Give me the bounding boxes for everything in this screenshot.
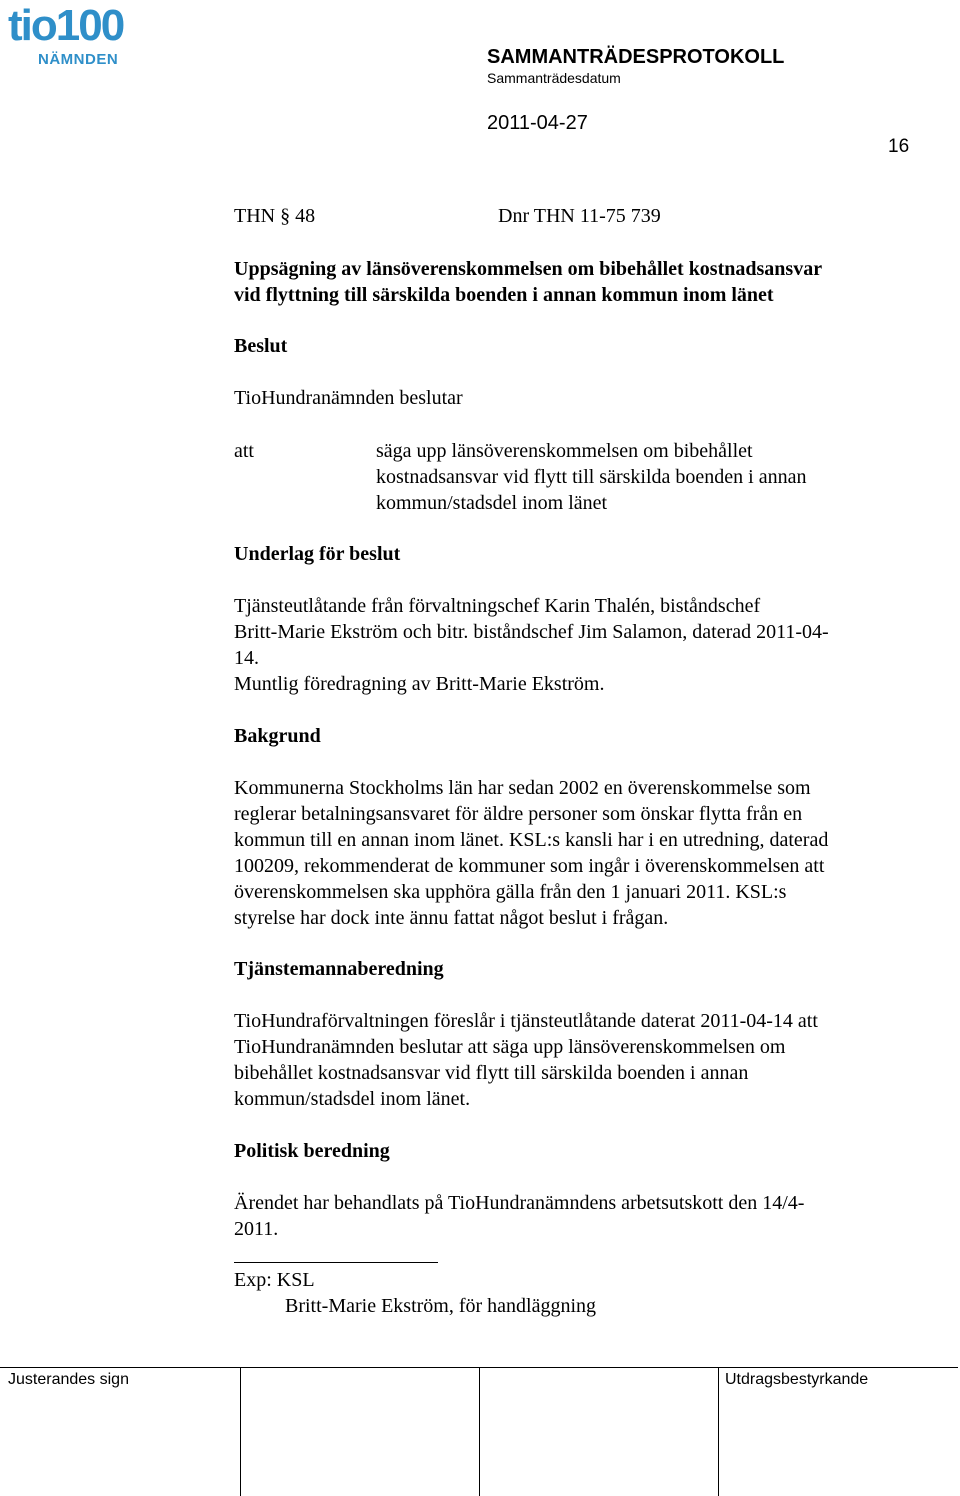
heading-line: Uppsägning av länsöverenskommelsen om bibehållet kostnadsansvar <box>234 258 823 280</box>
logo-subtitle: NÄMNDEN <box>38 51 119 68</box>
politisk-text <box>234 1190 924 1242</box>
tjansteman-heading: Tjänstemannaberedning <box>234 958 444 980</box>
signature-table <box>0 1367 958 1496</box>
bakgrund-text <box>234 775 924 931</box>
bakgrund-line: reglerar betalningsansvaret för äldre personer som önskar flytta från en <box>234 803 803 825</box>
logo-wordmark: tio100 <box>8 1 124 50</box>
bakgrund-heading: Bakgrund <box>234 725 321 747</box>
exp-recipient: Britt-Marie Ekström, för handläggning <box>285 1295 597 1317</box>
decision-text <box>376 438 916 516</box>
underlag-line: Britt-Marie Ekström och bitr. biståndschef Jim Salamon, daterad 2011-04- <box>234 621 829 643</box>
decision-heading: Beslut <box>234 335 288 357</box>
underlag-heading: Underlag för beslut <box>234 543 401 565</box>
tjansteman-text <box>234 1008 924 1112</box>
document-title: SAMMANTRÄDESPROTOKOLL <box>487 46 785 68</box>
paragraph-number: THN § 48 <box>234 205 316 227</box>
signature-cell-divider <box>479 1368 480 1496</box>
underlag-text <box>234 593 924 697</box>
politisk-line: 2011. <box>234 1218 279 1240</box>
meeting-date-label: Sammanträdesdatum <box>487 70 621 86</box>
underlag-line: Tjänsteutlåtande från förvaltningschef Karin Thalén, biståndschef <box>234 595 761 617</box>
bakgrund-line: Kommunerna Stockholms län har sedan 2002 en överenskommelse som <box>234 777 811 799</box>
underlag-line: 14. <box>234 647 259 669</box>
signature-cell-divider <box>718 1368 719 1496</box>
tjansteman-line: TioHundraförvaltningen föreslår i tjänsteutlåtande daterat 2011-04-14 att <box>234 1010 818 1032</box>
politisk-heading: Politisk beredning <box>234 1140 390 1162</box>
tjansteman-line: bibehållet kostnadsansvar vid flytt till särskilda boenden i annan <box>234 1062 749 1084</box>
case-heading <box>234 256 924 308</box>
signature-cell-divider <box>240 1368 241 1496</box>
bakgrund-line: 100209, rekommenderat de kommuner som ingår i överenskommelsen att <box>234 855 825 877</box>
bakgrund-line: kommun till en annan inom länet. KSL:s kansli har i en utredning, daterad <box>234 829 829 851</box>
page-number: 16 <box>888 136 910 157</box>
exp-label: Exp: KSL <box>234 1269 315 1291</box>
underlag-line: Muntlig föredragning av Britt-Marie Ekström. <box>234 673 605 695</box>
diary-number: Dnr THN 11-75 739 <box>498 205 661 227</box>
justerandes-sign-label: Justerandes sign <box>8 1371 129 1388</box>
att-label: att <box>234 440 254 462</box>
decision-intro: TioHundranämnden beslutar <box>234 387 463 409</box>
heading-line: vid flyttning till särskilda boenden i annan kommun inom länet <box>234 284 774 306</box>
separator-line <box>234 1262 438 1263</box>
meeting-date: 2011-04-27 <box>487 112 588 134</box>
utdragsbestyrkande-label: Utdragsbestyrkande <box>725 1371 869 1388</box>
decision-line: kostnadsansvar vid flytt till särskilda boenden i annan <box>376 466 807 488</box>
politisk-line: Ärendet har behandlats på TioHundranämndens arbetsutskott den 14/4- <box>234 1192 805 1214</box>
tjansteman-line: TioHundranämnden beslutar att säga upp länsöverenskommelsen om <box>234 1036 786 1058</box>
decision-line: säga upp länsöverenskommelsen om bibehållet <box>376 440 753 462</box>
bakgrund-line: styrelse har dock inte ännu fattat något beslut i frågan. <box>234 907 669 929</box>
decision-line: kommun/stadsdel inom länet <box>376 492 608 514</box>
bakgrund-line: överenskommelsen ska upphöra gälla från den 1 januari 2011. KSL:s <box>234 881 787 903</box>
tjansteman-line: kommun/stadsdel inom länet. <box>234 1088 471 1110</box>
organization-logo <box>8 1 160 68</box>
